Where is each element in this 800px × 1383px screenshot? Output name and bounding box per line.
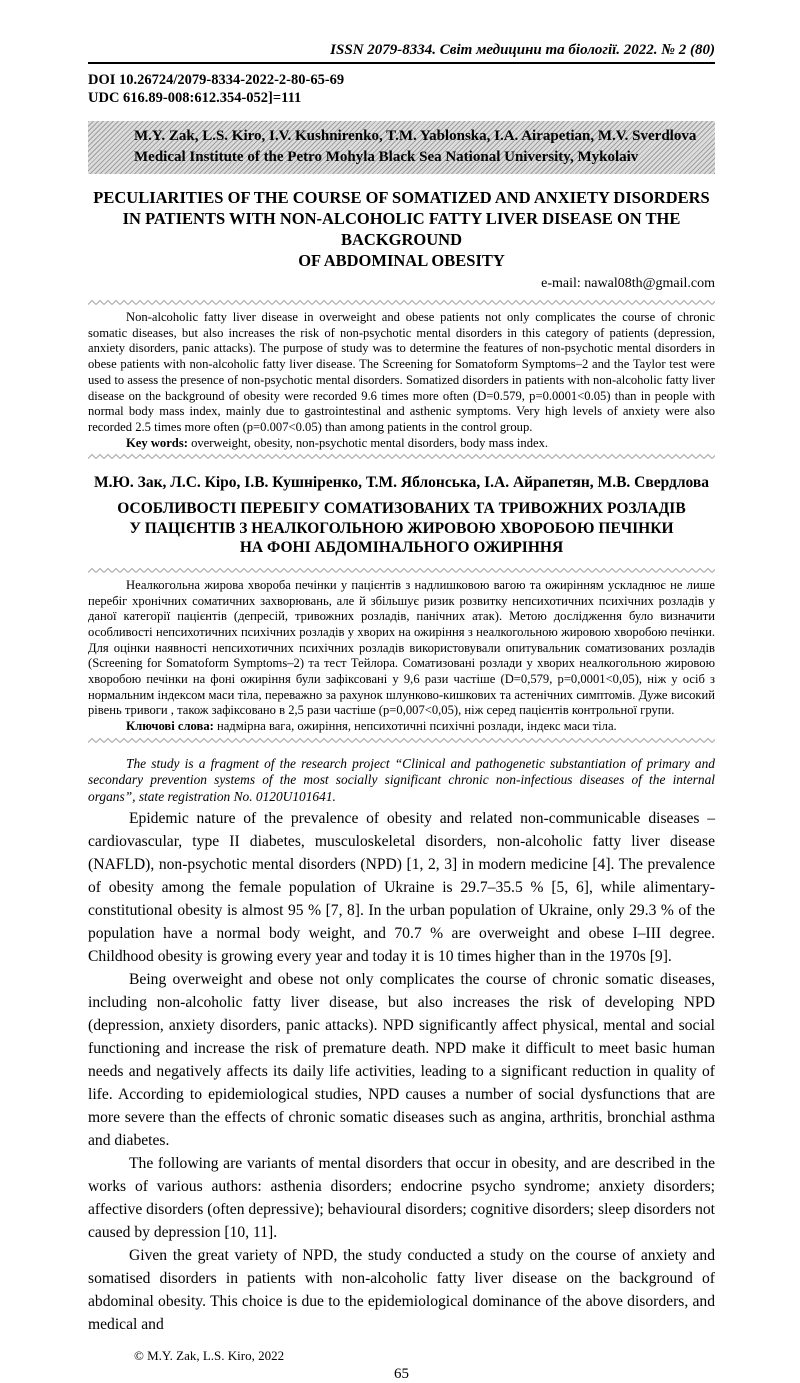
zigzag-divider: [88, 299, 715, 306]
keywords-en-label: Key words:: [126, 435, 188, 450]
article-body: [88, 807, 715, 1336]
doi-line: DOI 10.26724/2079-8334-2022-2-80-65-69: [88, 72, 345, 88]
article-title-ua-line: НА ФОНІ АБДОМІНАЛЬНОГО ОЖИРІННЯ: [239, 539, 564, 557]
copyright-line: © M.Y. Zak, L.S. Kiro, 2022: [134, 1348, 285, 1364]
keywords-en: [88, 436, 715, 452]
body-paragraph: Epidemic nature of the prevalence of obesity and related non-communicable diseases – cardiovascular, type II diabetes, musculoskeletal disorders, non-alcoholic fatty liver disease (NAFLD), non-psychotic mental disorders (NPD) [1, 2, 3] in modern medicine [4]. The prevalence of obesity among the female population of Ukraine is 29.7–35.5 % [5, 6], while alimentary-constitutional obesity is almost 95 % [7, 8]. In the urban population of Ukraine, only 29.3 % of the population have a normal body weight, and 70.7 % are overweight and obese I–III degree. Childhood obesity is growing every year and today it is 10 times higher than in the 1970s [9].: [88, 810, 715, 966]
udc-line: UDC 616.89-008:612.354-052]=111: [88, 89, 302, 106]
keywords-ua-text: надмірна вага, ожиріння, непсихотичні психічні розлади, індекс маси тіла.: [213, 719, 617, 734]
article-title-ua: [88, 499, 715, 558]
keywords-ua: [88, 719, 715, 735]
authors-ua: М.Ю. Зак, Л.С. Кіро, І.В. Кушніренко, Т.М. Яблонська, І.А. Айрапетян, М.В. Свердлова: [93, 474, 710, 492]
zigzag-divider: [88, 567, 715, 574]
project-note: The study is a fragment of the research project “Clinical and pathogenetic substantiation of primary and secondary prevention systems of the most socially significant chronic non-infectious diseases of the internal organs”, state registration No. 0120U101641.: [88, 755, 715, 804]
email-line: e-mail: nawal08th@gmail.com: [541, 276, 715, 291]
zigzag-divider: [88, 737, 715, 744]
page-footer: [88, 1348, 715, 1383]
abstract-ua-text: Неалкогольна жирова хвороба печінки у пацієнтів з надлишковою вагою та ожирінням ускладнює не лише перебіг хронічних соматичних захворювань, але й збільшує ризик розвитку непсихотичних психічних розладів у даної категорії пацієнтів (депресій, тривожних розладів, панічних атак). Метою дослідження було визначити особливості непсихотичних психічних розладів у хворих на ожиріння з неалкогольною жировою хворобою печінки. Для оцінки наявності непсихотичних психічних розладів використовували опитувальник соматизованих розладів (Screening for Somatoform Symptoms–2) та тест Тейлора. Соматизовані розлади у хворих неалкогольною жировою хворобою печінки на фоні ожиріння були зафіксовані у 9,6 рази частіше (D=0,579, p=0,0001<0,05), ніж у осіб з нормальним індексом маси тіла, переважно за рахунок шлунково-кишкових та астенічних симптомів. Дуже високий рівень тривоги , також зафіксовано в 2,5 рази частіше (р=0,007<0,05), ніж серед пацієнтів контрольної групи.: [88, 577, 715, 718]
keywords-ua-label: Ключові слова:: [126, 719, 214, 734]
article-title-en-line: IN PATIENTS WITH NON-ALCOHOLIC FATTY LIVER DISEASE ON THE BACKGROUND: [122, 209, 681, 249]
page-number: 65: [394, 1366, 409, 1383]
body-paragraph: Being overweight and obese not only complicates the course of chronic somatic diseases, including non-alcoholic fatty liver disease, but also increases the risk of developing NPD (depression, anxiety disorders, panic attacks). NPD significantly affect physical, mental and social functioning and increase the risk of premature death. NPD make it difficult to meet basic human needs and negatively affects its daily life activities, leading to a significant reduction in quality of life. According to epidemiological studies, NPD causes a number of social dysfunctions that are more severe than the effects of chronic somatic diseases such as angina, arthritis, bronchial asthma and diabetes.: [88, 971, 715, 1150]
affiliation-en: Medical Institute of the Petro Mohyla Black Sea National University, Mykolaiv: [134, 149, 639, 165]
article-title-en-line: OF ABDOMINAL OBESITY: [298, 251, 505, 270]
zigzag-divider: [88, 453, 715, 460]
body-paragraph: The following are variants of mental disorders that occur in obesity, and are described in the works of various authors: asthenia disorders; endocrine psycho syndrome; anxiety disorders; affective disorders (often depressive); behavioural disorders; cognitive disorders; sleep disorders not caused by depression [10, 11].: [88, 1155, 715, 1242]
article-meta: [88, 72, 715, 107]
abstract-ua: [88, 578, 715, 735]
article-title-ua-line: У ПАЦІЄНТІВ З НЕАЛКОГОЛЬНОЮ ЖИРОВОЮ ХВОРОБОЮ ПЕЧІНКИ: [129, 519, 674, 537]
article-title-ua-line: ОСОБЛИВОСТІ ПЕРЕБІГУ СОМАТИЗОВАНИХ ТА ТРИВОЖНИХ РОЗЛАДІВ: [117, 500, 686, 518]
journal-issn-header: ISSN 2079-8334. Світ медицини та біології. 2022. № 2 (80): [88, 42, 715, 64]
article-title-en: [88, 187, 715, 271]
authors-affiliation-block: [88, 121, 715, 174]
body-paragraph: Given the great variety of NPD, the study conducted a study on the course of anxiety and somatised disorders in patients with non-alcoholic fatty liver disease on the background of abdominal obesity. This choice is due to the epidemiological dominance of the above disorders, and medical and: [88, 1247, 715, 1334]
abstract-en-text: Non-alcoholic fatty liver disease in overweight and obese patients not only complicates the course of chronic somatic diseases, but also increases the risk of non-psychotic mental disorders in this category of patients (depression, anxiety disorders, panic attacks). The purpose of study was to determine the features of non-psychotic mental disorders in obese patients with non-alcoholic fatty liver disease. The Screening for Somatoform Symptoms–2 and the Taylor test were used to assess the presence of non-psychotic mental disorders. Somatized disorders in patients with non-alcoholic fatty liver disease on the background of obesity were recorded 9.6 times more often (D=0.579, p=0.0001<0.05) than in people with normal body mass index, mainly due to gastrointestinal and asthenic symptoms. Very high levels of anxiety were also recorded 2.5 times more often (p=0.007<0.05) than among patients in the control group.: [88, 310, 715, 434]
abstract-en: [88, 310, 715, 451]
authors-en: M.Y. Zak, L.S. Kiro, I.V. Kushnirenko, T.M. Yablonska, I.A. Airapetian, M.V. Sverdlova: [134, 128, 697, 144]
article-title-en-line: PECULIARITIES OF THE COURSE OF SOMATIZED AND ANXIETY DISORDERS: [93, 188, 710, 207]
keywords-en-text: overweight, obesity, non-psychotic mental disorders, body mass index.: [187, 435, 549, 450]
